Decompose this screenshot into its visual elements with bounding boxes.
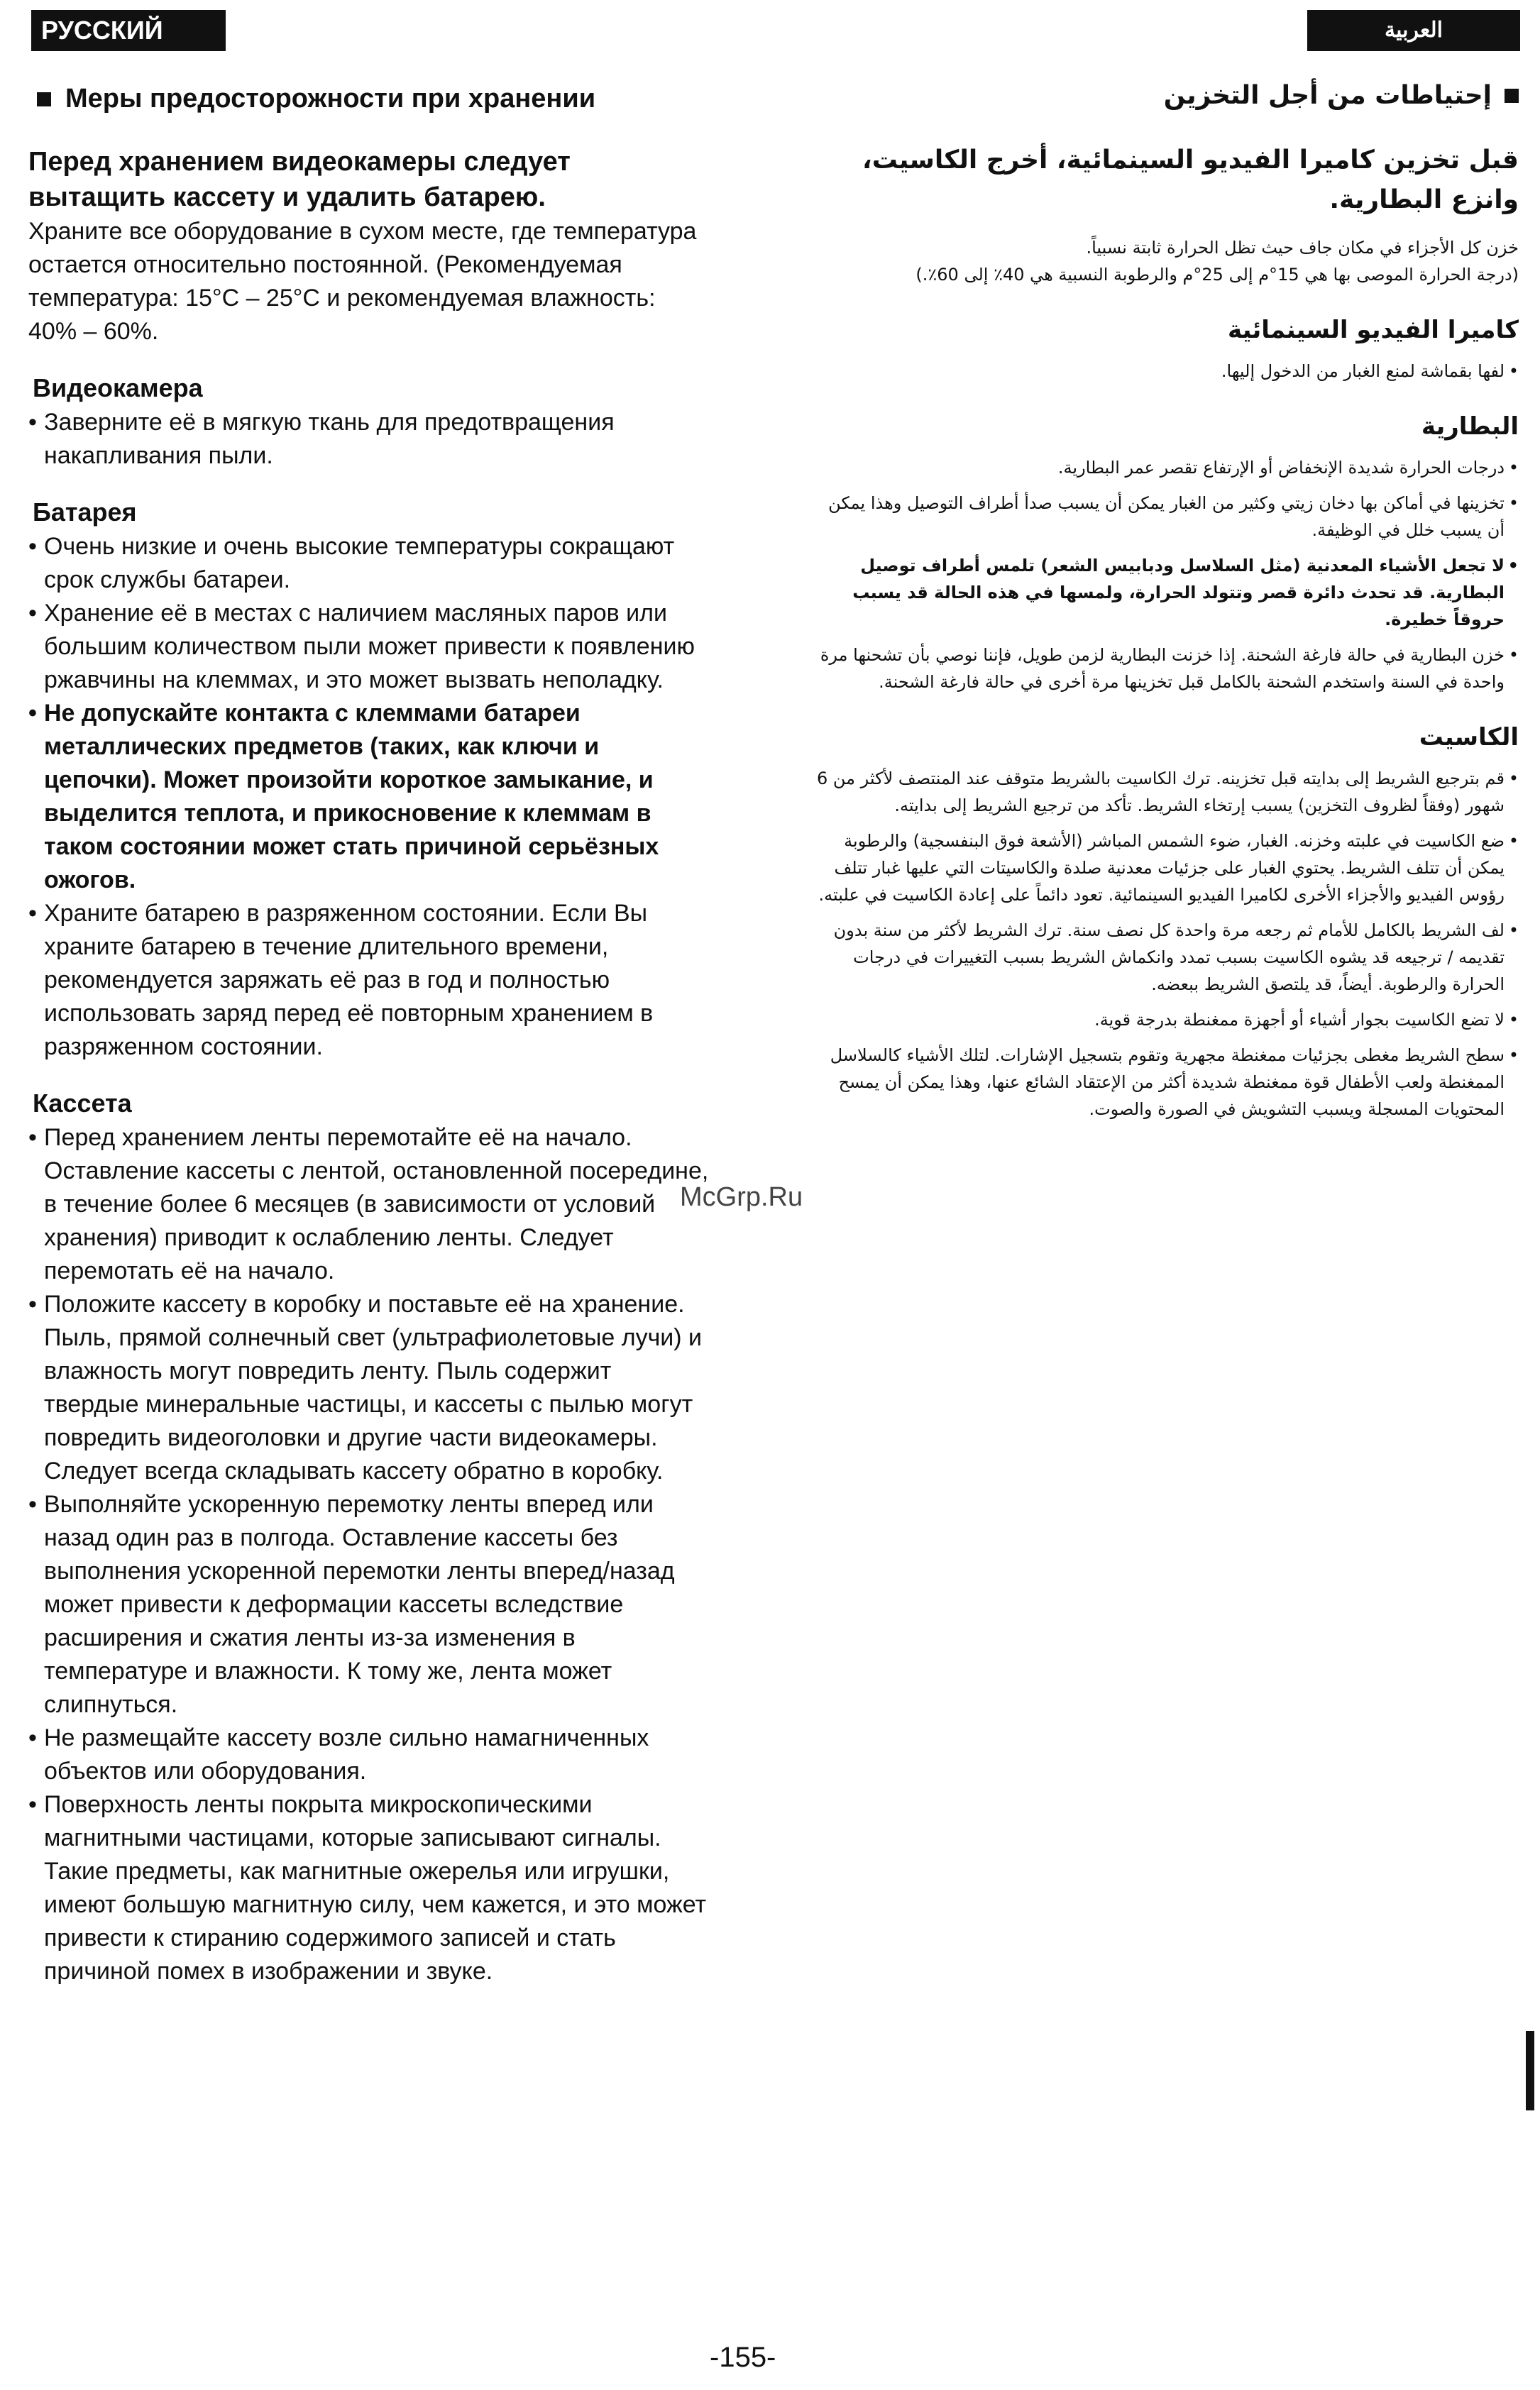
list-item-warning: • لا تجعل الأشياء المعدنية (مثل السلاسل ودبابيس الشعر) تلمس أطراف توصيل البطارية. قد تحدث دائرة قصر وتتولد الحرارة، ولمسها في هذه الحالة قد يسبب حروقاً خطيرة. (816, 552, 1519, 633)
list-item: • لفها بقماشة لمنع الغبار من الدخول إليها. (816, 358, 1519, 385)
list-item-continuation (28, 1321, 710, 1488)
cassette-list (28, 1121, 710, 1988)
lead-warning: Перед хранением видеокамеры следует вытащить кассету и удалить батарею. (28, 147, 571, 212)
list-item: • Заверните её в мягкую ткань для предотвращения накапливания пыли. (28, 406, 710, 473)
camera-list (28, 406, 710, 473)
storage-intro: Храните все оборудование в сухом месте, где температура остается относительно постоянной. (Рекомендуемая температура: 15°C – 25°C и рекомендуемая влажность: 40% – 60%. (28, 218, 697, 345)
arabic-cassette-heading: الكاسيت (1419, 723, 1519, 751)
page-number: -155- (710, 2342, 776, 2373)
list-item: • تخزينها في أماكن بها دخان زيتي وكثير من الغبار يمكن أن يسبب صدأ أطراف التوصيل وهذا يمكن أن يسبب خلل في الوظيفة. (816, 490, 1519, 544)
list-item: • ضع الكاسيت في علبته وخزنه. الغبار، ضوء الشمس المباشر (الأشعة فوق البنفسجية) والرطوبة يمكن أن تتلف الشريط. يحتوي الغبار على جزئيات معدنية صلدة والكاسيتات التي عليها غبار تتلف رؤوس الفيديو والأجزاء الأخرى لكاميرا الفيديو السينمائية. تعود دائماً على إعادة الكاسيت في علبته. (816, 827, 1519, 908)
arabic-camera-heading: كاميرا الفيديو السينمائية (1227, 316, 1519, 344)
battery-list (28, 530, 710, 1064)
section-title (28, 82, 710, 116)
russian-language-tab: РУССКИЙ ЯЗЫК (31, 10, 226, 51)
list-item: • لا تضع الكاسيت بجوار أشياء أو أجهزة ممغنطة بدرجة قوية. (816, 1006, 1519, 1033)
square-bullet-icon (1505, 89, 1519, 103)
arabic-section-title-text: إحتياطات من أجل التخزين (1163, 81, 1492, 110)
arabic-battery-heading: البطارية (1421, 412, 1519, 441)
arabic-language-tab: العربية (1307, 10, 1520, 51)
list-item: • Выполняйте ускоренную перемотку ленты вперед или назад один раз в полгода. Оставление кассеты без выполнения ускоренной перемотки ленты вперед/назад может привести к деформации кассеты вследствие расширения и сжатия ленты из-за изменения в температуре и влажности. К тому же, лента может слипнуться. (28, 1488, 710, 1722)
list-item: • Поверхность ленты покрыта микроскопическими магнитными частицами, которые записывают сигналы. Такие предметы, как магнитные ожерелья или игрушки, имеют большую магнитную силу, чем кажется, и это может привести к стиранию содержимого записей и стать причиной помех в изображении и звуке. (28, 1788, 710, 1988)
arabic-battery-list (816, 454, 1519, 695)
arabic-lead-warning: قبل تخزين كاميرا الفيديو السينمائية، أخرج الكاسيت، وانزع البطارية. (862, 145, 1519, 214)
section-title-text: Меры предосторожности при хранении (65, 84, 596, 114)
list-item: • درجات الحرارة شديدة الإنخفاض أو الإرتفاع تقصر عمر البطارية. (816, 454, 1519, 481)
arabic-intro-line: (درجة الحرارة الموصى بها هي 15°م إلى 25°م والرطوبة النسبية هي 40٪ إلى 60٪.) (915, 265, 1519, 285)
arabic-camera-list (816, 358, 1519, 385)
watermark-text: McGrp.Ru (680, 1182, 803, 1212)
list-item: • Хранение её в местах с наличием масляных паров или большим количеством пыли может привести к появлению ржавчины на клеммах, и это может вызвать неполадку. (28, 597, 710, 697)
list-item: • Положите кассету в коробку и поставьте её на хранение. (28, 1288, 710, 1321)
arabic-cassette-list (816, 765, 1519, 1123)
arabic-column (816, 82, 1519, 1131)
camera-heading: Видеокамера (33, 373, 203, 402)
list-item: • Храните батарею в разряженном состоянии. Если Вы храните батарею в течение длительного времени, рекомендуется заряжать её раз в год и полностью использовать заряд перед её повторным хранением в разряженном состоянии. (28, 897, 710, 1064)
arabic-intro-line: خزن كل الأجزاء في مكان جاف حيث تظل الحرارة ثابتة نسبياً. (1086, 238, 1519, 258)
list-item: • Не размещайте кассету возле сильно намагниченных объектов или оборудования. (28, 1722, 710, 1788)
list-item-warning: • Не допускайте контакта с клеммами батареи металлических предметов (таких, как ключи и цепочки). Может произойти короткое замыкание, и выделится теплота, и прикосновение к клеммам в таком состоянии может стать причиной серьёзных ожогов. (28, 697, 710, 897)
square-bullet-icon (37, 92, 51, 106)
list-item: • قم بترجيع الشريط إلى بدايته قبل تخزينه. ترك الكاسيت بالشريط متوقف عند المنتصف لأكثر من 6 شهور (وفقاً لظروف التخزين) يسبب إرتخاء الشريط. تأكد من ترجيع الشريط إلى بدايته. (816, 765, 1519, 819)
cassette-heading: Кассета (33, 1089, 132, 1118)
list-item: • Очень низкие и очень высокие температуры сокращают срок службы батареи. (28, 530, 710, 597)
arabic-section-title (816, 82, 1519, 109)
russian-column (28, 82, 710, 1988)
list-item: • لف الشريط بالكامل للأمام ثم رجعه مرة واحدة كل نصف سنة. ترك الشريط لأكثر من سنة بدون تقديمه / ترجيعه قد يشوه الكاسيت بسبب تمدد وانكماش الشريط بسبب التغييرات في درجات الحرارة والرطوبة. أيضاً، قد يلتصق الشريط ببعضه. (816, 917, 1519, 998)
continuation-text: Пыль, прямой солнечный свет (ультрафиолетовые лучи) и влажность могут повредить ленту. Пыль содержит твердые минеральные частицы, и кассеты с пылью могут повредить видеоголовки и другие части видеокамеры. Следует всегда складывать кассету обратно в коробку. (44, 1324, 703, 1485)
list-item: • Перед хранением ленты перемотайте её на начало. Оставление кассеты с лентой, остановленной посередине, в течение более 6 месяцев (в зависимости от условий хранения) приводит к ослаблению ленты. Следует перемотать её на начало. (28, 1121, 710, 1288)
list-item: • سطح الشريط مغطى بجزئيات ممغنطة مجهرية وتقوم بتسجيل الإشارات. لتلك الأشياء كالسلاسل الممغنطة ولعب الأطفال قوة ممغنطة شديدة أكثر من الإعتقاد الشائع عنها، وهذا يمكن أن يمسح المحتويات المسجلة ويسبب التشويش في الصورة والصوت. (816, 1042, 1519, 1123)
list-item: • خزن البطارية في حالة فارغة الشحنة. إذا خزنت البطارية لزمن طويل، فإننا نوصي بأن تشحنها مرة واحدة في السنة واستخدم الشحنة بالكامل قبل تخزينها مرة أخرى في حالة فارغة الشحنة. (816, 641, 1519, 695)
battery-heading: Батарея (33, 497, 137, 527)
page-edge-marker (1526, 2031, 1534, 2110)
